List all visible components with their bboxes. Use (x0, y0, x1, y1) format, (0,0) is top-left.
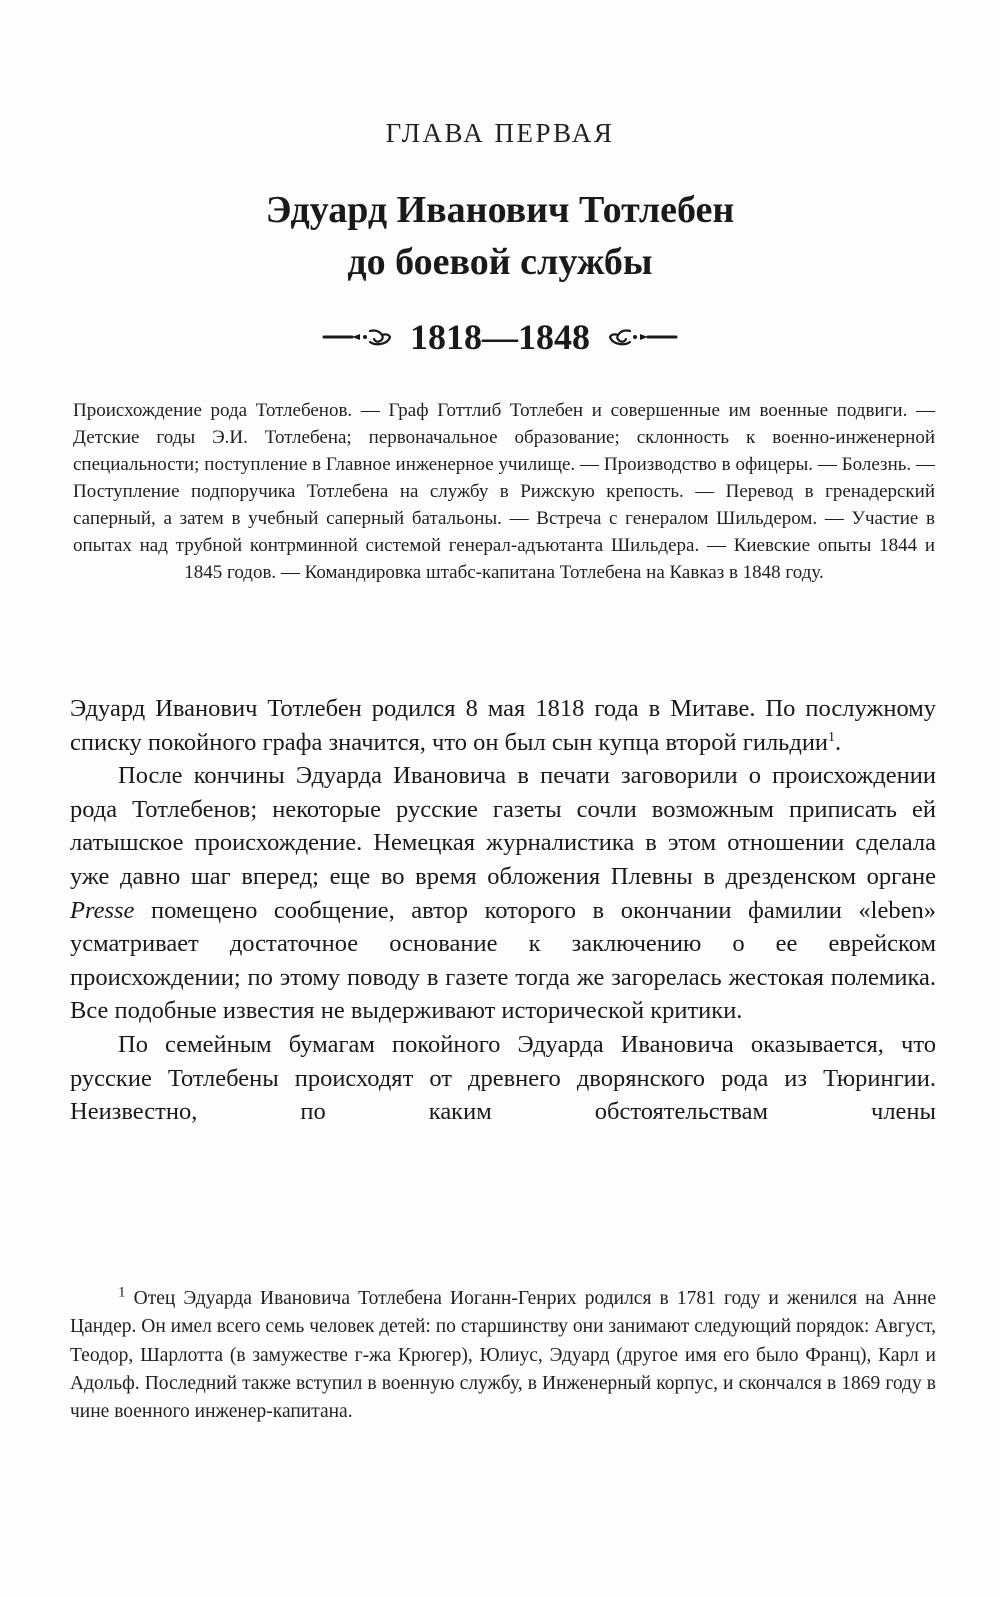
footnote-1-number: 1 (118, 1284, 126, 1301)
paragraph-1 (70, 692, 936, 759)
paragraph-1-end: . (835, 728, 842, 756)
chapter-years-row (0, 312, 1000, 362)
footnotes (70, 1285, 936, 1426)
chapter-summary: Происхождение рода Тотлебенов. — Граф Готтлиб Тотлебен и совершенные им военные подвиги. — Детские годы Э.И. Тотлебена; первоначальное образование; склонность к военно-инженерной специальности; поступление в Главное инженерное училище. — Производство в офицеры. — Болезнь. — Поступление подпоручика Тотлебена на службу в Рижскую крепость. — Перевод в гренадерский саперный, а затем в учебный саперный батальоны. — Встреча с генералом Шильдером. — Участие в опытах над трубной контрминной системой генерал-адъютанта Шильдера. — Киевские опыты 1844 и 1845 годов. — Командировка штабс-капитана Тотлебена на Кавказ в 1848 году. (73, 400, 935, 583)
chapter-title-line-2: до боевой службы (347, 241, 653, 283)
footnote-1-text: Отец Эдуарда Ивановича Тотлебена Иоганн-Генрих родился в 1781 году и женился на Анне Цандер. Он имел всего семь человек детей: по старшинству они занимают следующий порядок: Август, Теодор, Шарлотта (в замужестве г-жа Крюгер), Юлиус, Эдуард (другое имя его было Франц), Карл и Адольф. Последний также вступил в военную службу, в Инженерный корпус, и скончался в 1869 году в чине военного инженер-капитана. (70, 1288, 936, 1423)
footnote-1 (70, 1285, 936, 1426)
paragraph-2 (70, 759, 936, 1028)
chapter-title-line-1: Эдуард Иванович Тотлебен (265, 189, 735, 231)
paragraph-2-text-a: После кончины Эдуарда Ивановича в печати заговорили о происхождении рода Тотлебенов; некоторые русские газеты сочли возможным приписать ей латышское происхождение. Немецкая журналистика в этом отношении сделала уже давно шаг вперед; еще во время обложения Плевны в дрезденском органе (70, 762, 936, 890)
main-text (70, 692, 936, 1129)
flourish-right-icon (608, 325, 678, 349)
paragraph-3-text: По семейным бумагам покойного Эдуарда Ивановича оказывается, что русские Тотлебены происходят от древнего дворянского рода из Тюрингии. Неизвестно, по каким обстоятельствам члены (70, 1030, 936, 1126)
footnote-reference: 1 (828, 729, 836, 745)
chapter-title (0, 184, 1000, 288)
paragraph-1-text: Эдуард Иванович Тотлебен родился 8 мая 1818 года в Митаве. По послужному списку покойного графа значится, что он был сын купца второй гильдии (70, 695, 936, 756)
paragraph-2-text-b: помещено сообщение, автор которого в окончании фамилии «leben» усматривает достаточное основание к заключению о ее еврейском происхождении; по этому поводу в газете тогда же загорелась жестокая полемика. Все подобные известия не выдерживают исторической критики. (70, 896, 936, 1025)
chapter-years: 1818—1848 (410, 317, 590, 357)
chapter-label: ГЛАВА ПЕРВАЯ (385, 118, 615, 148)
flourish-left-icon (322, 325, 392, 349)
paragraph-2-italic: Presse (70, 896, 135, 924)
paragraph-3 (70, 1028, 936, 1129)
